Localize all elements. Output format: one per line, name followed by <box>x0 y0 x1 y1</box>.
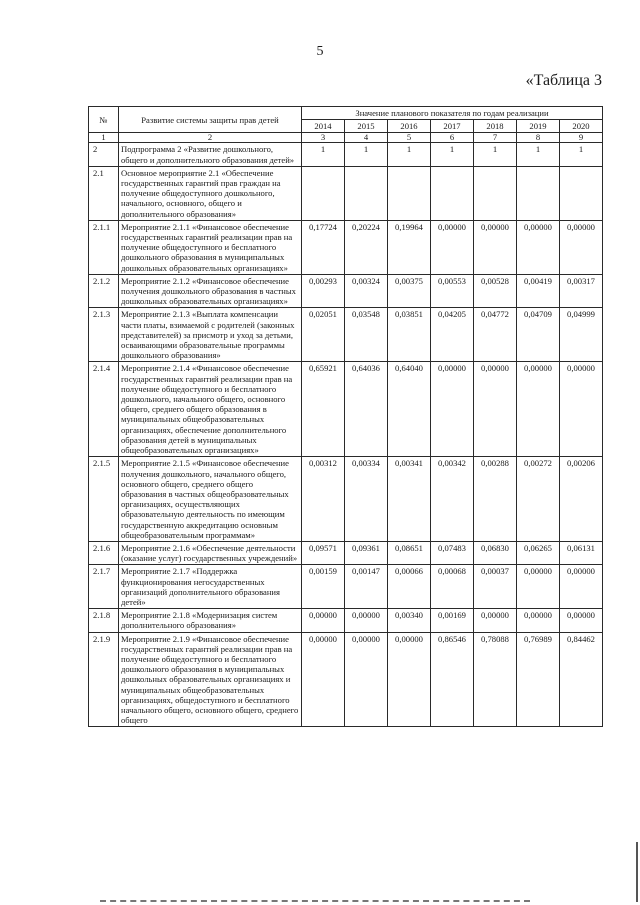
row-value: 0,00000 <box>517 609 560 632</box>
row-number: 2.1.3 <box>89 308 119 362</box>
row-value: 0,06265 <box>517 541 560 564</box>
row-value: 0,00000 <box>388 632 431 727</box>
row-value <box>517 166 560 220</box>
table-row <box>89 362 603 457</box>
row-value: 0,04205 <box>431 308 474 362</box>
row-value: 0,00206 <box>560 457 603 542</box>
row-value: 0,00312 <box>302 457 345 542</box>
table-header <box>89 107 603 143</box>
header-title: Развитие системы защиты прав детей <box>119 107 302 133</box>
row-value: 0,65921 <box>302 362 345 457</box>
row-value: 0,00317 <box>560 274 603 308</box>
header-year: 2016 <box>388 120 431 133</box>
table-row <box>89 541 603 564</box>
indicator-table <box>88 106 603 727</box>
table-body <box>89 143 603 727</box>
row-value: 0,00066 <box>388 565 431 609</box>
row-value: 0,19964 <box>388 220 431 274</box>
row-value: 0,03851 <box>388 308 431 362</box>
row-value: 0,00000 <box>345 609 388 632</box>
header-year: 2020 <box>560 120 603 133</box>
bottom-edge-artifact <box>100 900 530 902</box>
row-value: 1 <box>302 143 345 166</box>
row-value: 0,86546 <box>431 632 474 727</box>
row-value: 0,00000 <box>474 609 517 632</box>
row-name: Мероприятие 2.1.8 «Модернизация систем дополнительного образования» <box>119 609 302 632</box>
row-number: 2.1 <box>89 166 119 220</box>
table-row <box>89 166 603 220</box>
row-value: 0,00000 <box>474 362 517 457</box>
row-value: 0,07483 <box>431 541 474 564</box>
row-value: 0,00000 <box>431 220 474 274</box>
row-name: Мероприятие 2.1.9 «Финансовое обеспечение государственных гарантий реализации прав на получение общедоступного и бесплатного дошкольного образования в муниципальных дошкольных образовательных организациях и муниципальных общеобразовательных организациях, общедоступного и бесплатного начального общего, основного общего, среднего общего <box>119 632 302 727</box>
header-year: 2018 <box>474 120 517 133</box>
row-number: 2.1.7 <box>89 565 119 609</box>
table-row <box>89 308 603 362</box>
row-value: 0,17724 <box>302 220 345 274</box>
row-name: Мероприятие 2.1.7 «Поддержка функционирования негосударственных организаций дополнительного образования детей» <box>119 565 302 609</box>
row-value: 0,00000 <box>560 362 603 457</box>
row-value <box>474 166 517 220</box>
row-value: 0,04709 <box>517 308 560 362</box>
row-value: 0,00553 <box>431 274 474 308</box>
table-row <box>89 565 603 609</box>
row-number: 2.1.6 <box>89 541 119 564</box>
row-value: 0,64036 <box>345 362 388 457</box>
row-value: 0,00324 <box>345 274 388 308</box>
row-name: Мероприятие 2.1.4 «Финансовое обеспечение государственных гарантий реализации прав на получение общедоступного и бесплатного дошкольного, начального общего, основного общего, среднего общего образования в муниципальных общеобразовательных организациях, обеспечение дополнительного образования детей в муниципальных общеобразовательных организациях» <box>119 362 302 457</box>
row-number: 2.1.5 <box>89 457 119 542</box>
table-row <box>89 632 603 727</box>
row-name: Мероприятие 2.1.5 «Финансовое обеспечение получения дошкольного, начального общего, основного общего, среднего общего образования в частных общеобразовательных организациях, осуществляющих образовательную деятельность по имеющим государственную аккредитацию основным общеобразовательным программам» <box>119 457 302 542</box>
row-value <box>388 166 431 220</box>
row-value <box>302 166 345 220</box>
row-value: 1 <box>517 143 560 166</box>
row-value: 0,06830 <box>474 541 517 564</box>
row-value: 0,00288 <box>474 457 517 542</box>
column-number: 7 <box>474 133 517 143</box>
row-name: Основное мероприятие 2.1 «Обеспечение государственных гарантий прав граждан на получение общедоступного дошкольного, начального, основного, общего и дополнительного образования» <box>119 166 302 220</box>
row-value: 1 <box>560 143 603 166</box>
row-value: 1 <box>388 143 431 166</box>
header-year: 2014 <box>302 120 345 133</box>
table-row <box>89 220 603 274</box>
column-numbers-row <box>89 133 603 143</box>
row-value: 0,00000 <box>560 220 603 274</box>
header-row-top <box>89 107 603 120</box>
row-value: 0,08651 <box>388 541 431 564</box>
row-number: 2.1.2 <box>89 274 119 308</box>
row-name: Мероприятие 2.1.2 «Финансовое обеспечение получения дошкольного образования в частных дошкольных образовательных организациях» <box>119 274 302 308</box>
row-value: 0,00334 <box>345 457 388 542</box>
row-value: 0,00000 <box>474 220 517 274</box>
row-value: 0,00159 <box>302 565 345 609</box>
row-value: 0,00169 <box>431 609 474 632</box>
column-number: 6 <box>431 133 474 143</box>
row-value: 1 <box>474 143 517 166</box>
column-number: 3 <box>302 133 345 143</box>
table-row <box>89 274 603 308</box>
row-value: 1 <box>345 143 388 166</box>
column-number: 2 <box>119 133 302 143</box>
row-value: 0,20224 <box>345 220 388 274</box>
row-number: 2 <box>89 143 119 166</box>
row-value: 0,00068 <box>431 565 474 609</box>
row-value: 0,00000 <box>560 565 603 609</box>
row-value <box>431 166 474 220</box>
row-value: 0,00000 <box>517 220 560 274</box>
table-row <box>89 457 603 542</box>
row-value: 0,84462 <box>560 632 603 727</box>
row-value <box>345 166 388 220</box>
row-value: 0,04772 <box>474 308 517 362</box>
row-name: Мероприятие 2.1.6 «Обеспечение деятельности (оказание услуг) государственных учреждений» <box>119 541 302 564</box>
row-value: 0,00000 <box>431 362 474 457</box>
column-number: 4 <box>345 133 388 143</box>
row-value: 0,00342 <box>431 457 474 542</box>
row-value: 0,78088 <box>474 632 517 727</box>
page-number: 5 <box>316 44 324 59</box>
column-number: 9 <box>560 133 603 143</box>
row-name: Мероприятие 2.1.3 «Выплата компенсации части платы, взимаемой с родителей (законных представителей) за присмотр и уход за детьми, осваивающими образовательные программы дошкольного образования» <box>119 308 302 362</box>
row-value: 0,64040 <box>388 362 431 457</box>
row-value: 0,02051 <box>302 308 345 362</box>
row-value: 0,03548 <box>345 308 388 362</box>
header-group: Значение планового показателя по годам реализации <box>302 107 603 120</box>
column-number: 1 <box>89 133 119 143</box>
row-value: 0,00000 <box>345 632 388 727</box>
header-number: № <box>89 107 119 133</box>
margin-mark <box>636 842 638 902</box>
row-value: 0,09361 <box>345 541 388 564</box>
row-value: 0,00000 <box>517 362 560 457</box>
table-row <box>89 609 603 632</box>
row-value: 0,00000 <box>302 609 345 632</box>
row-value: 0,76989 <box>517 632 560 727</box>
row-name: Подпрограмма 2 «Развитие дошкольного, общего и дополнительного образования детей» <box>119 143 302 166</box>
row-number: 2.1.1 <box>89 220 119 274</box>
row-number: 2.1.9 <box>89 632 119 727</box>
row-value: 0,00000 <box>302 632 345 727</box>
header-year: 2015 <box>345 120 388 133</box>
row-value: 1 <box>431 143 474 166</box>
row-value: 0,00272 <box>517 457 560 542</box>
column-number: 5 <box>388 133 431 143</box>
row-value: 0,00037 <box>474 565 517 609</box>
row-number: 2.1.4 <box>89 362 119 457</box>
row-number: 2.1.8 <box>89 609 119 632</box>
row-value <box>560 166 603 220</box>
row-value: 0,04999 <box>560 308 603 362</box>
row-value: 0,00419 <box>517 274 560 308</box>
table-caption: «Таблица 3 <box>525 72 602 89</box>
row-name: Мероприятие 2.1.1 «Финансовое обеспечение государственных гарантий реализации прав на получение общедоступного и бесплатного дошкольного образования в муниципальных дошкольных образовательных организациях» <box>119 220 302 274</box>
row-value: 0,00000 <box>517 565 560 609</box>
header-year: 2019 <box>517 120 560 133</box>
table-row <box>89 143 603 166</box>
row-value: 0,00293 <box>302 274 345 308</box>
row-value: 0,09571 <box>302 541 345 564</box>
row-value: 0,00147 <box>345 565 388 609</box>
row-value: 0,00000 <box>560 609 603 632</box>
row-value: 0,00341 <box>388 457 431 542</box>
header-year: 2017 <box>431 120 474 133</box>
row-value: 0,00375 <box>388 274 431 308</box>
column-number: 8 <box>517 133 560 143</box>
row-value: 0,00340 <box>388 609 431 632</box>
row-value: 0,00528 <box>474 274 517 308</box>
row-value: 0,06131 <box>560 541 603 564</box>
